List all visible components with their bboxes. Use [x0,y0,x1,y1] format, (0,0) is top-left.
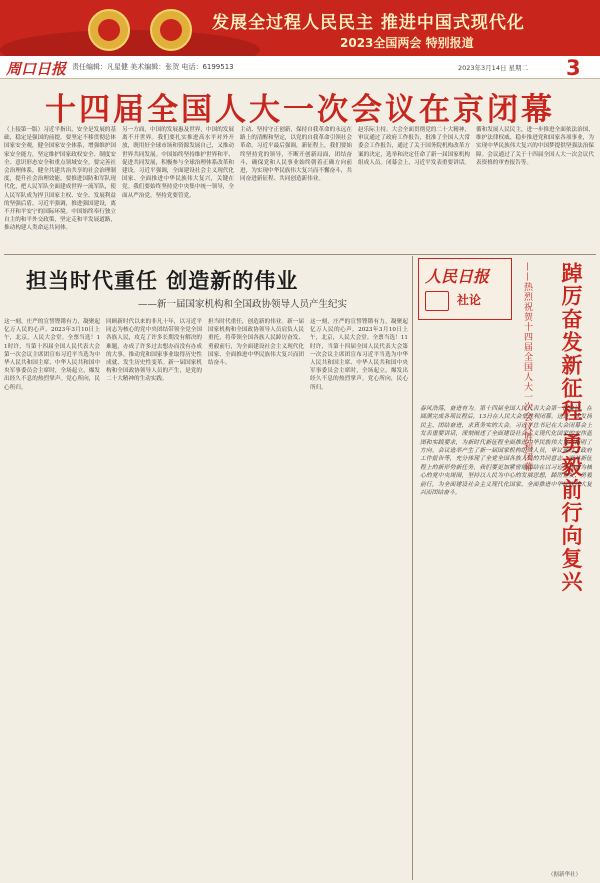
column-divider [412,256,413,880]
commentary-byline: （据新华社） [548,872,582,878]
book-icon [425,291,449,311]
masthead [0,56,600,79]
commentary-label: 社论 [457,293,482,307]
commentary-title: 踔厉奋发新征程 勇毅前行向复兴 [559,262,583,594]
national-emblem-icon [88,9,130,51]
section-divider [4,254,596,255]
main-headline: 十四届全国人大一次会议在京闭幕 [45,92,555,128]
story-col-4: 这一刻，庄严的宣誓铿锵有力，凝聚起亿万人民的心声。2023年3月10日上午，北京，人民大会堂。全票当选！11时许，当第十四届全国人民代表大会第一次会议主席团宣布习近平当选为中华人民共和国主席、中华人民共和国中央军事委员会主席时，全场起立，爆发出经久不息的热烈掌声。党心所向，民心所归。 [310,319,408,391]
banner-swoosh [0,30,260,56]
top-banner [0,0,600,56]
commentary-label-box [418,258,512,320]
top-article-col-3: 主动、坚持守正创新，保持自我革命的永远在路上的清醒和坚定，以党的自我革命引领社会革命。习近平最后强调，新征程上，我们要始终坚持党的领导，不断开创新局面，团结奋斗，确保党和人民事业始终朝着正确方向前进，为实现中华民族伟大复兴而不懈奋斗，共同奋进新征程、共同创造新伟业。 [240,127,352,183]
top-article-col-5: 循和发展人民民主，进一步推进全面依法治国、维护法律权威、稳步推进党和国家各项事业，为实现中华民族伟大复兴的中国梦提供坚强法治保障。会议通过了关于十四届全国人大一次会议代表资格的审查报告等。 [476,127,594,166]
page-number: 3 [566,56,581,80]
newspaper-logo: 周口日报 [6,60,67,78]
story-headline: 担当时代重任 创造新的伟业 [26,269,299,293]
story-col-3: 担当时代重任，创造新的伟业。新一届国家机构和全国政协领导人员肩负人民重托，将带领全国各族人民踔厉奋发、勇毅前行，为全面建设社会主义现代化国家、全面推进中华民族伟大复兴而团结奋斗。 [208,319,304,367]
top-article-col-4: 赵乐际主持。大会全面贯彻党的二十大精神，审议通过了政府工作报告，批准了全国人大常委会工作报告，通过了关于国务院机构改革方案的决定，选举和决定任命了新一届国家机构组成人员。闭幕会上，习近平发表重要讲话。 [358,127,470,166]
banner-subtitle: 2023全国两会 特别报道 [340,36,474,50]
story-col-1: 这一刻，庄严的宣誓铿锵有力，凝聚起亿万人民的心声。2023年3月10日上午，北京，人民大会堂。全票当选！11时许，当第十四届全国人民代表大会第一次会议主席团宣布习近平当选为中华人民共和国主席、中华人民共和国中央军事委员会主席时，全场起立，爆发出经久不息的热烈掌声。党心所向，民心所归。 [4,319,100,391]
commentary-body: 春风浩荡，奋进有为。第十四届全国人民代表大会第一次会议，在圆满完成各项议程后，13日在人民大会堂胜利闭幕。这是一次发扬民主、团结奋进、求真务实的大会。习近平总书记在大会闭幕会上发表重要讲话，深刻阐述了全面建设社会主义现代化国家的宏伟蓝图和实践要求，为新时代新征程全面推进中华民族伟大复兴指明了方向。会议选举产生了新一届国家机构组成人员，审议通过了政府工作报告等，充分体现了全党全国各族人民的共同意志。面对新征程上的新形势新任务，我们要更加紧密地团结在以习近平同志为核心的党中央周围，坚持以人民为中心的发展思想，踔厉奋发、勇毅前行，为全面建设社会主义现代化国家、全面推进中华民族伟大复兴而团结奋斗。 [420,406,592,497]
top-article-col-1: （上接第一版）习近平指出，安全是发展的基础，稳定是强国的前提。要坚定不移贯彻总体国家安全观，健全国家安全体系，增强维护国家安全能力，坚定维护国家政权安全、制度安全、意识形态安全和重点领域安全。要完善社会治理体系，健全共建共治共享的社会治理制度，提升社会治理效能。要推进国防和军队现代化，把人民军队全面建成世界一流军队，使人民军队成为捍卫国家主权、安全、发展利益的坚强后盾。习近平强调，推进强国建设，离不开和平安宁的国际环境。中国始终奉行独立自主的和平外交政策，坚定走和平发展道路，推动构建人类命运共同体。 [4,127,116,232]
issue-date: 2023年3月14日 星期二 [458,64,529,72]
commentary-brand: 人民日报 [425,267,490,286]
commentary-subtitle: ——热烈祝贺十四届全国人大一次会议胜利闭幕 [522,262,532,472]
cppcc-emblem-icon [150,9,192,51]
editor-info: 责任编辑：凡星健 美术编辑：张贺 电话：6199513 [72,63,234,71]
banner-slogan: 发展全过程人民民主 推进中国式现代化 [212,13,525,33]
story-col-2: 回顾新时代以来的非凡十年，以习近平同志为核心的党中央团结带领全党全国各族人民，攻克了许多长期没有解决的难题，办成了许多过去想办而没有办成的大事，推动党和国家事业取得历史性成就、发生历史性变革。新一届国家机构和全国政协领导人员的产生，是党的二十大精神的生动实践。 [106,319,202,383]
top-article-col-2: 另一方面，中国的发展惠及世界，中国的发展离不开世界。我们要扎实推进高水平对外开放，既用好全球市场和资源发展自己，又推动世界共同发展。中国始终坚持维护世界和平、促进共同发展，积极参与全球治理体系改革和建设。习近平强调，全面建设社会主义现代化国家、全面推进中华民族伟大复兴，关键在党。我们要始终坚持党中央集中统一领导，全面从严治党，坚持党要管党。 [122,127,234,199]
story-subheadline: ——新一届国家机构和全国政协领导人员产生纪实 [138,299,348,310]
